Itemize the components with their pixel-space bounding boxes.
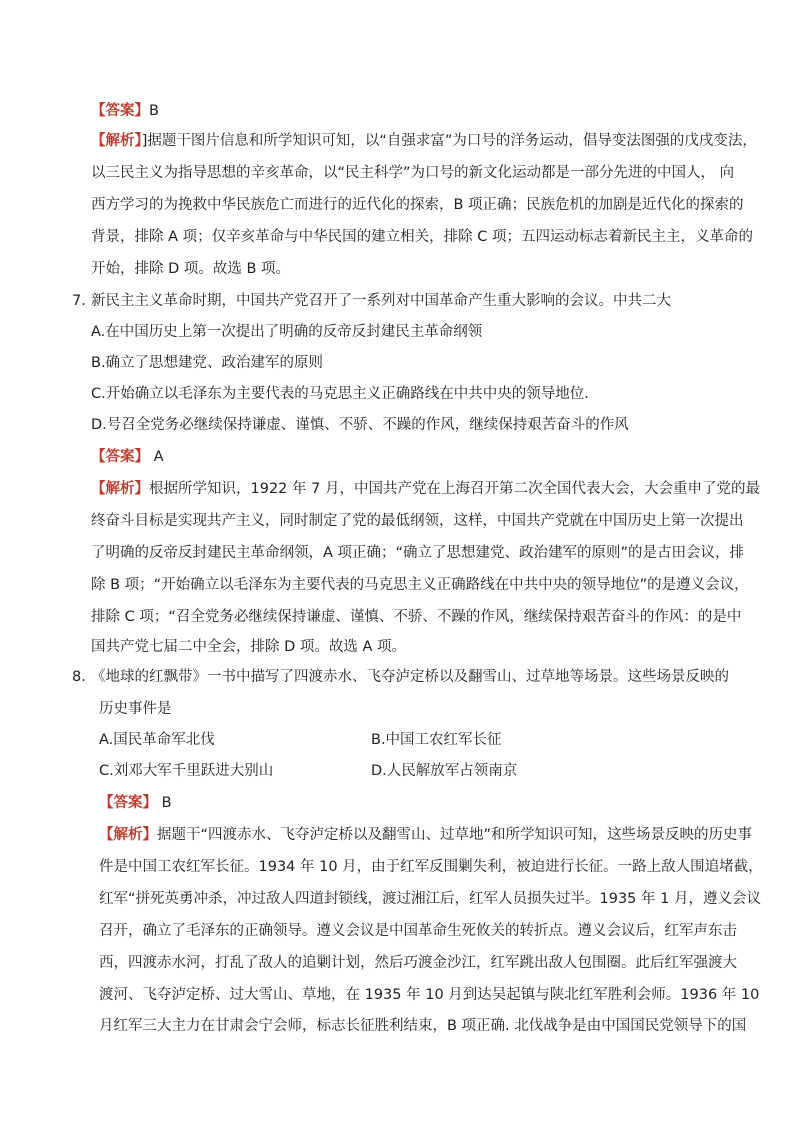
q8-option-b: B.中国工农红军长征 <box>371 732 502 748</box>
q6-analysis-line: 以三民主义为指导思想的辛亥革命，以“民主科学”为口号的新文化运动都是一部分先进的中国人， 向 <box>91 165 735 181</box>
q8-stem-line: 《地球的红飘带》一书中描写了四渡赤水、飞夺泸定桥以及翻雪山、过草地等场景。这些场景反映的 <box>91 669 729 685</box>
q7-analysis-line: 了明确的反帝反封建民主革命纲领，A 项正确；“确立了思想建党、政治建军的原则”的是古田会议，排 <box>91 545 745 561</box>
q6-analysis-line <box>91 131 757 151</box>
analysis-tag: 【解析】 <box>99 827 157 843</box>
q8-analysis-line: 月红军三大主力在甘肃会宁会师，标志长征胜利结束，B 项正确. 北伐战争是由中国国民党领导下的国 <box>99 1018 747 1034</box>
q7-analysis-line: 除 B 项；“开始确立以毛泽东为主要代表的马克思主义正确路线在中共中央的领导地位”的是遵义会议， <box>91 577 749 593</box>
q8-number: 8． <box>72 669 96 685</box>
q8-analysis-line: 召开，确立了毛泽东的正确领导。遵义会议是中国革命生死攸关的转折点。遵义会议后，红军声东击 <box>99 923 737 939</box>
answer-tag: 【答案】 <box>91 103 149 119</box>
analysis-text: ]据题干图片信息和所学知识可知，以“自强求富”为口号的洋务运动，倡导变法图强的戊戌变法， <box>141 133 757 149</box>
q7-option-a: A.在中国历史上第一次提出了明确的反帝反封建民主革命纲领 <box>91 324 483 340</box>
q6-analysis-line: 开始，排除 D 项。故选 B 项。 <box>91 261 291 277</box>
q8-option-a: A.国民革命军北伐 <box>99 732 215 748</box>
q7-analysis-line: 终奋斗目标是实现共产主义，同时制定了党的最低纲领，这样，中国共产党就在中国历史上第一次提出 <box>91 513 744 529</box>
q7-option-c: C.开始确立以毛泽东为主要代表的马克思主义正确路线在中共中央的领导地位. <box>91 386 589 402</box>
analysis-tag: 【解析】 <box>91 133 142 149</box>
q7-option-d: D.号召全党务必继续保持谦虚、谨慎、不骄、不躁的作风，继续保持艰苦奋斗的作风 <box>91 417 629 433</box>
q6-analysis-line: 西方学习的为挽救中华民族危亡而进行的近代化的探索，B 项正确；民族危机的加剧是近代化的探索的 <box>91 197 744 213</box>
q8-analysis-line: 件是中国工农红军长征。1934 年 10 月，由于红军反围剿失利，被迫进行长征。一路上敌人围追堵截， <box>99 859 763 875</box>
q6-analysis-line: 背景，排除 A 项；仅辛亥革命与中华民国的建立相关，排除 C 项；五四运动标志着新民主主，义革命的 <box>91 229 753 245</box>
q7-analysis-line <box>91 479 760 499</box>
q6-answer <box>91 101 159 121</box>
q8-analysis-line: 西，四渡赤水河，打乱了敌人的追剿计划，然后巧渡金沙江，红军跳出敌人包围圈。此后红军强渡大 <box>99 955 737 971</box>
q7-analysis-line: 国共产党七届二中全会，排除 D 项。故选 A 项。 <box>91 639 407 655</box>
answer-tag: 【答案】 <box>99 795 157 811</box>
answer-value: B <box>161 795 172 811</box>
q7-option-b: B.确立了思想建党、政治建军的原则 <box>91 355 324 371</box>
answer-value: A <box>153 449 164 465</box>
q8-analysis-line <box>99 825 752 845</box>
q8-analysis-line: 渡河、飞夺泸定桥、过大雪山、草地，在 1935 年 10 月到达吴起镇与陕北红军胜利会师。1936 年 10 <box>99 987 760 1003</box>
analysis-tag: 【解析】 <box>91 481 149 497</box>
q8-answer <box>99 793 172 813</box>
answer-tag: 【答案】 <box>91 449 149 465</box>
answer-value: B <box>149 103 159 119</box>
q7-stem: 新民主主义革命时期，中国共产党召开了一系列对中国革命产生重大影响的会议。中共二大 <box>91 293 671 309</box>
q7-analysis-line: 排除 C 项；“召全党务必继续保持谦虚、谨慎、不骄、不躁的作风，继续保持艰苦奋斗的作风：的是中 <box>91 609 742 625</box>
analysis-text: 根据所学知识，1922 年 7 月，中国共产党在上海召开第二次全国代表大会，大会重申了党的最 <box>149 481 760 497</box>
q7-number: 7． <box>72 293 96 309</box>
analysis-text: 据题干“四渡赤水、飞夺泸定桥以及翻雪山、过草地”和所学知识可知，这些场景反映的历史事 <box>157 827 753 843</box>
q8-stem-line: 历史事件是 <box>99 701 172 717</box>
q7-answer <box>91 447 164 467</box>
q8-option-c: C.刘邓大军千里跃进大别山 <box>99 763 274 779</box>
q8-option-d: D.人民解放军占领南京 <box>371 763 518 779</box>
q8-analysis-line: 红军“拼死英勇冲杀，冲过敌人四道封锁线，渡过湘江后，红军人员损失过半。1935 年 1 月，遵义会议 <box>99 891 761 907</box>
